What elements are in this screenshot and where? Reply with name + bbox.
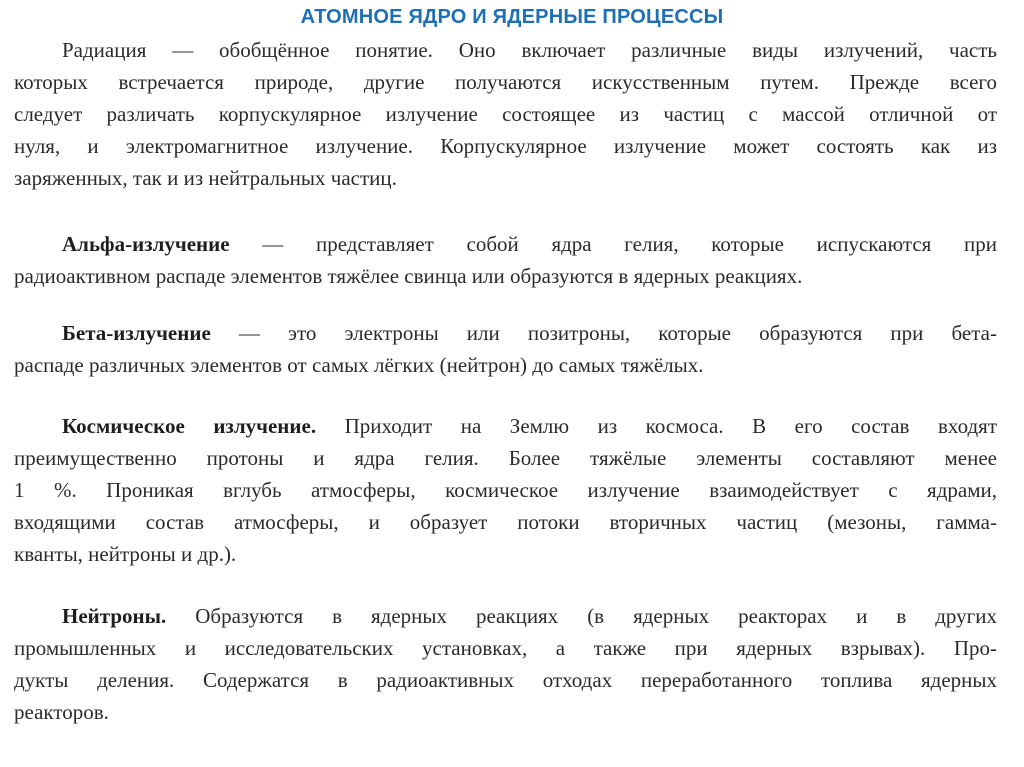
intro-line: заряженных, так и из нейтральных частиц.	[14, 166, 397, 190]
neutrons-term: Нейтроны.	[62, 604, 167, 628]
neutrons-line: промышленных и исследовательских установках, а также при ядерных взрывах). Про-	[14, 636, 997, 660]
intro-line: Радиация — обобщённое понятие. Оно включает различные виды излучений, часть	[62, 38, 997, 62]
alpha-paragraph	[14, 228, 997, 292]
slide-title: АТОМНОЕ ЯДРО И ЯДЕРНЫЕ ПРОЦЕССЫ	[300, 6, 724, 28]
alpha-line: радиоактивном распаде элементов тяжёлее свинца или образуются в ядерных реакциях.	[14, 264, 803, 288]
beta-first-line	[62, 317, 997, 349]
alpha-first-text: — представляет собой ядра гелия, которые испускаются при	[229, 232, 997, 256]
cosmic-line: входящими состав атмосферы, и образует потоки вторичных частиц (мезоны, гамма-	[14, 510, 997, 534]
alpha-term: Альфа-излучение	[62, 232, 230, 256]
beta-term: Бета-излучение	[62, 321, 211, 345]
cosmic-term: Космическое излучение.	[62, 414, 317, 438]
neutrons-line: дукты деления. Содержатся в радиоактивных отходах переработанного топлива ядерных	[14, 668, 997, 692]
neutrons-first-text: Образуются в ядерных реакциях (в ядерных реакторах и в других	[166, 604, 997, 628]
cosmic-line: преимущественно протоны и ядра гелия. Более тяжёлые элементы составляют менее	[14, 446, 997, 470]
intro-line: следует различать корпускулярное излучение состоящее из частиц с массой отличной от	[14, 102, 997, 126]
neutrons-paragraph	[14, 600, 997, 728]
cosmic-paragraph	[14, 410, 998, 570]
beta-first-text: — это электроны или позитроны, которые образуются при бета-	[210, 321, 997, 345]
cosmic-first-text: Приходит на Землю из космоса. В его состав входят	[316, 414, 998, 438]
cosmic-line: 1 %. Проникая вглубь атмосферы, космическое излучение взаимодействует с ядрами,	[14, 478, 997, 502]
intro-paragraph	[14, 34, 997, 194]
cosmic-first-line	[62, 410, 997, 442]
neutrons-line: реакторов.	[14, 700, 109, 724]
cosmic-line: кванты, нейтроны и др.).	[14, 542, 237, 566]
neutrons-first-line	[62, 600, 997, 632]
beta-paragraph	[14, 317, 997, 381]
beta-line: распаде различных элементов от самых лёгких (нейтрон) до самых тяжёлых.	[14, 353, 704, 377]
alpha-first-line	[62, 228, 997, 260]
document-body	[14, 34, 998, 728]
intro-line: нуля, и электромагнитное излучение. Корпускулярное излучение может состоять как из	[14, 134, 997, 158]
intro-line: которых встречается природе, другие получаются искусственным путем. Прежде всего	[14, 70, 997, 94]
